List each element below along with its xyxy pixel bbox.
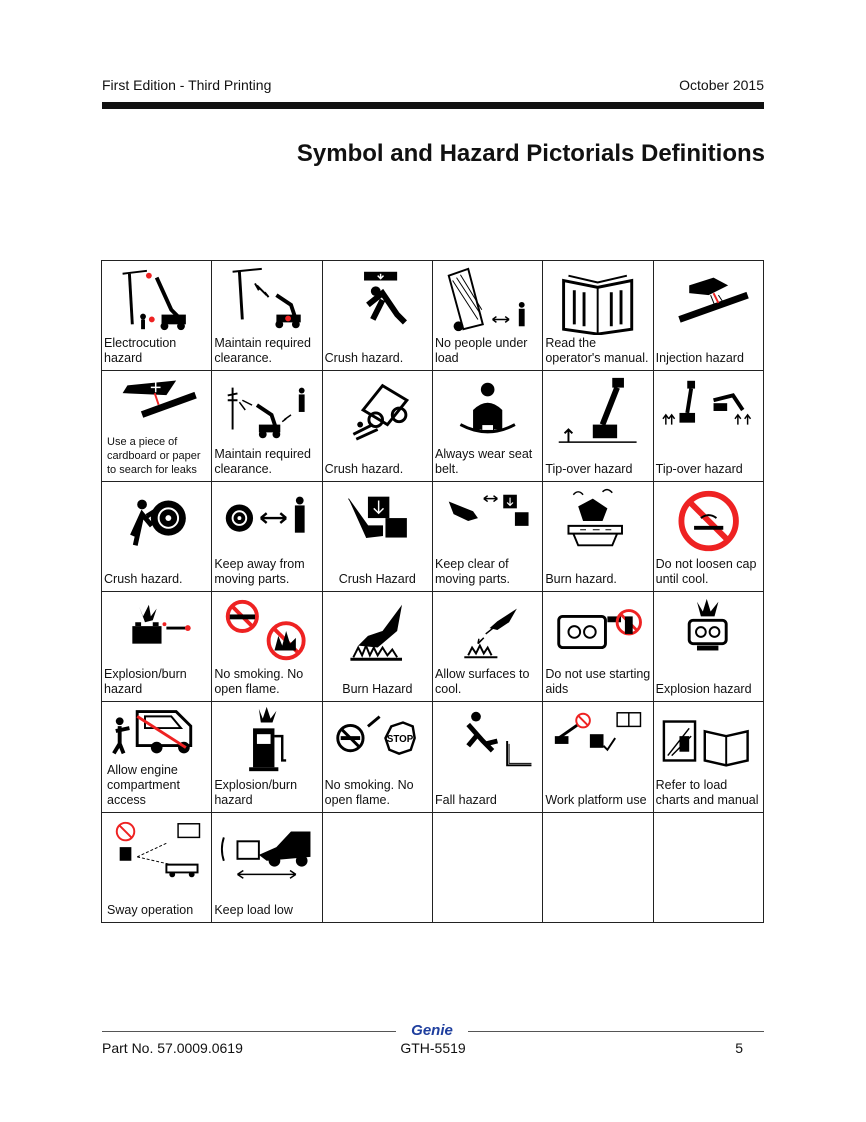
engine-explosion-icon bbox=[660, 596, 757, 666]
hazard-cell bbox=[102, 371, 212, 481]
hazard-caption: Allow surfaces to cool. bbox=[435, 667, 530, 697]
hazard-caption: Fall hazard bbox=[435, 792, 497, 807]
hazard-cell bbox=[212, 482, 322, 592]
leak-search-icon bbox=[108, 375, 205, 425]
hazard-caption: No people under load bbox=[435, 336, 528, 366]
hazard-caption: Maintain required clearance. bbox=[214, 446, 311, 476]
hazard-caption: Explosion/burn hazard bbox=[214, 777, 298, 807]
allow-cool-icon bbox=[439, 596, 536, 666]
empty-cell bbox=[654, 813, 764, 923]
hazard-caption: No smoking. No open flame. bbox=[324, 777, 414, 807]
hazard-cell bbox=[212, 371, 322, 481]
hazard-caption: Explosion/burn hazard bbox=[104, 667, 187, 697]
hazard-caption: Burn Hazard bbox=[342, 682, 413, 697]
hazard-caption: Explosion hazard bbox=[655, 682, 752, 697]
tip-over-level-icon bbox=[660, 375, 757, 445]
hazard-cell bbox=[433, 371, 543, 481]
hazard-cell bbox=[543, 371, 653, 481]
fuel-pump-explosion-icon bbox=[218, 706, 315, 776]
hazard-cell bbox=[433, 261, 543, 371]
hazard-caption: Do not loosen cap until cool. bbox=[655, 557, 757, 586]
engine-access-icon bbox=[108, 706, 205, 756]
hazard-cell bbox=[323, 702, 433, 812]
hazard-cell bbox=[433, 702, 543, 812]
hazard-caption: Tip-over hazard bbox=[545, 461, 633, 476]
hazard-cell bbox=[102, 261, 212, 371]
seat-belt-icon bbox=[439, 375, 536, 445]
part-number: Part No. 57.0009.0619 bbox=[102, 1040, 243, 1056]
hazard-caption: Allow engine compartment access bbox=[107, 762, 180, 807]
injection-icon bbox=[660, 265, 757, 335]
hazard-cell bbox=[212, 261, 322, 371]
hazard-cell bbox=[212, 813, 322, 923]
hazard-cell bbox=[212, 592, 322, 702]
footer-rule-right bbox=[468, 1031, 764, 1032]
hazard-cell bbox=[543, 482, 653, 592]
hazard-cell bbox=[323, 371, 433, 481]
clearance-powerline-icon bbox=[218, 375, 315, 445]
hazard-caption: Keep load low bbox=[214, 903, 293, 917]
hazard-cell bbox=[323, 261, 433, 371]
clearance-icon bbox=[218, 265, 315, 335]
no-starting-aids-icon bbox=[549, 596, 646, 666]
genie-logo: Genie bbox=[411, 1022, 453, 1039]
crush-falling-load-icon bbox=[329, 265, 426, 335]
hazard-cell bbox=[102, 813, 212, 923]
page-title: Symbol and Hazard Pictorials Definitions bbox=[296, 140, 765, 167]
hazard-caption: Crush Hazard bbox=[338, 572, 416, 586]
header-rule bbox=[102, 102, 764, 109]
tip-over-boom-icon bbox=[549, 375, 646, 445]
hazard-caption: Read the operator's manual. bbox=[545, 336, 649, 366]
edition-label: First Edition - Third Printing bbox=[102, 77, 272, 93]
hazard-caption: Crush hazard. bbox=[324, 351, 404, 366]
hazard-cell bbox=[543, 261, 653, 371]
hazard-caption: Do not use starting aids bbox=[545, 667, 651, 697]
empty-cell bbox=[433, 813, 543, 923]
hazard-caption: Keep clear of moving parts. bbox=[435, 557, 511, 586]
hazard-caption: Sway operation bbox=[107, 903, 194, 917]
battery-explosion-icon bbox=[108, 596, 205, 666]
page-number: 5 bbox=[735, 1040, 743, 1056]
hazard-cell bbox=[654, 702, 764, 812]
hazard-caption: Refer to load charts and manual bbox=[655, 777, 759, 807]
crush-hand-icon bbox=[329, 486, 426, 556]
hazard-caption: Maintain required clearance. bbox=[214, 336, 311, 366]
no-loosen-cap-icon bbox=[660, 486, 757, 556]
hazard-caption: Keep away from moving parts. bbox=[214, 557, 305, 586]
no-smoking-stop-icon bbox=[329, 706, 426, 776]
hazard-caption: Always wear seat belt. bbox=[435, 446, 533, 476]
burn-flame-hand-icon bbox=[329, 596, 426, 666]
fall-hazard-icon bbox=[439, 706, 536, 776]
hazard-cell bbox=[102, 702, 212, 812]
keep-load-low-icon bbox=[218, 817, 315, 887]
hazard-cell bbox=[102, 482, 212, 592]
sway-operation-icon bbox=[108, 817, 205, 887]
burn-hand-icon bbox=[549, 486, 646, 556]
date-label: October 2015 bbox=[679, 77, 764, 93]
svg-text:STOP: STOP bbox=[386, 734, 413, 746]
empty-cell bbox=[323, 813, 433, 923]
hazard-caption: Crush hazard. bbox=[324, 461, 404, 476]
electrocution-icon bbox=[108, 265, 205, 335]
hazard-cell bbox=[102, 592, 212, 702]
crush-wheel-icon bbox=[108, 486, 205, 556]
hazard-cell bbox=[433, 482, 543, 592]
hazard-cell bbox=[323, 592, 433, 702]
hazard-cell bbox=[543, 702, 653, 812]
hazard-cell bbox=[654, 592, 764, 702]
hazard-caption: Burn hazard. bbox=[545, 572, 617, 586]
model-number: GTH-5519 bbox=[400, 1040, 466, 1056]
keep-clear-hand-icon bbox=[439, 486, 536, 556]
hazard-cell bbox=[212, 702, 322, 812]
no-people-under-load-icon bbox=[439, 265, 536, 335]
empty-cell bbox=[543, 813, 653, 923]
hazard-caption: Crush hazard. bbox=[104, 572, 183, 586]
hazard-cell bbox=[543, 592, 653, 702]
hazard-grid bbox=[101, 260, 764, 923]
hazard-caption: Work platform use bbox=[545, 792, 647, 807]
work-platform-icon bbox=[549, 706, 646, 776]
hazard-cell bbox=[654, 261, 764, 371]
no-smoking-flame-icon bbox=[218, 596, 315, 666]
footer-rule-left bbox=[102, 1031, 396, 1032]
hazard-caption: Use a piece of cardboard or paper to search for leaks bbox=[107, 435, 201, 476]
load-chart-manual-icon bbox=[660, 706, 757, 776]
hazard-caption: Injection hazard bbox=[655, 351, 744, 366]
hazard-cell bbox=[323, 482, 433, 592]
hazard-caption: Tip-over hazard bbox=[655, 461, 743, 476]
hazard-cell bbox=[654, 482, 764, 592]
tipping-machine-icon bbox=[329, 375, 426, 445]
hazard-caption: Electrocution hazard bbox=[104, 336, 177, 366]
hazard-cell bbox=[433, 592, 543, 702]
hazard-caption: No smoking. No open flame. bbox=[214, 667, 304, 697]
manual-icon bbox=[549, 265, 646, 335]
hazard-cell bbox=[654, 371, 764, 481]
moving-parts-icon bbox=[218, 486, 315, 556]
